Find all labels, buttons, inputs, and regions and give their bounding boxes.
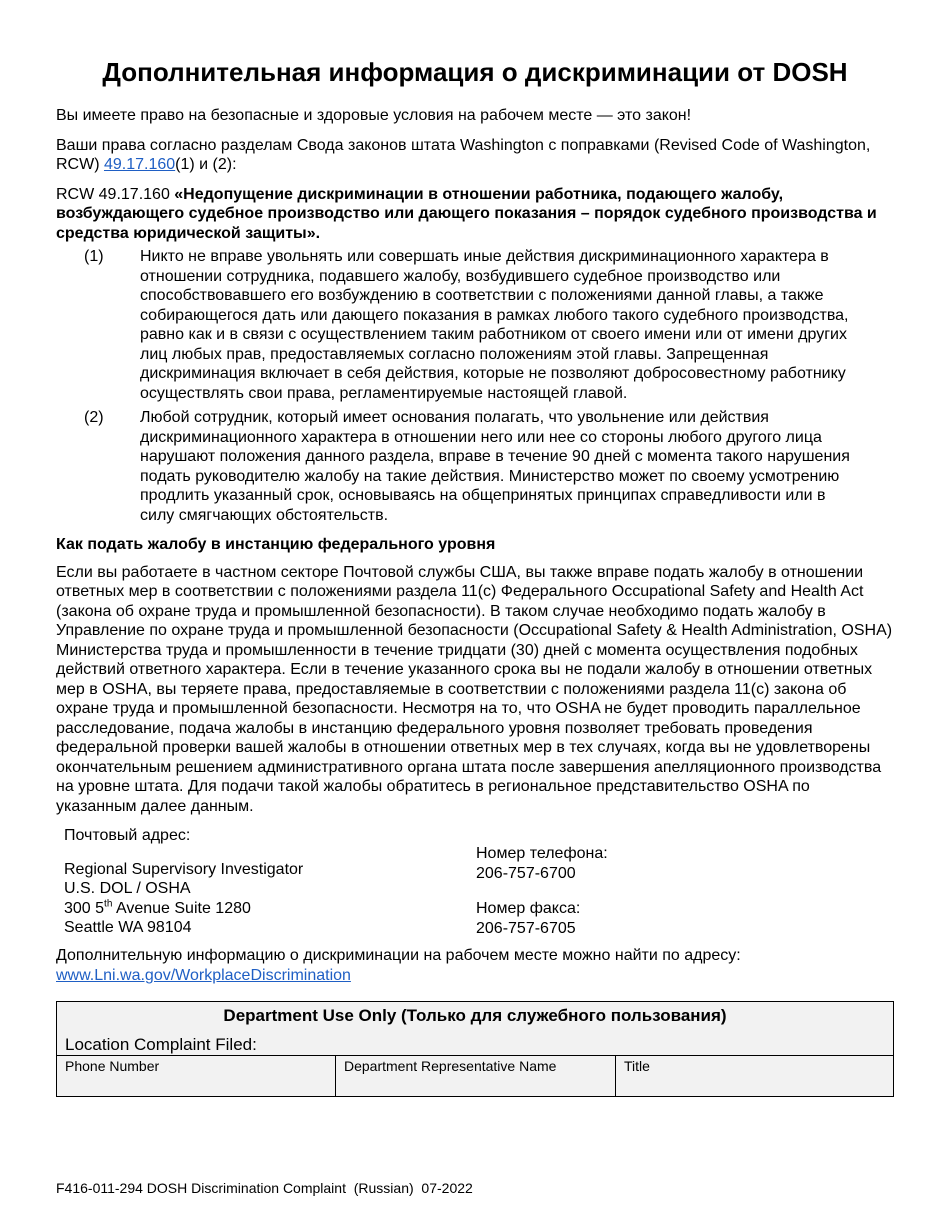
address-line: U.S. DOL / OSHA xyxy=(64,880,191,897)
list-item xyxy=(56,408,894,525)
fax-label: Номер факса: xyxy=(476,900,581,917)
phone-number: 206-757-6700 xyxy=(476,864,576,882)
form-footer-id: F416-011-294 DOSH Discrimination Complaint (Russian) 07-2022 xyxy=(56,1180,473,1196)
form-title: Department Use Only (Только для служебного пользования) xyxy=(223,1006,727,1025)
address-street: Avenue Suite 1280 xyxy=(112,899,251,917)
mail-label: Почтовый адрес: xyxy=(64,827,191,844)
list-item-number: (2) xyxy=(84,409,104,426)
rcw-title: «Недопущение дискриминации в отношении работника, подающего жалобу, возбуждающего судебное производство или дающего показания – порядок судебного производства и средства юридической защиты». xyxy=(56,185,877,242)
address-line: Regional Supervisory Investigator xyxy=(64,860,304,878)
list-item-text: Любой сотрудник, который имеет основания полагать, что увольнение или действия дискриминационного характера в отношении него или нее со стороны любого другого лица нарушают положения данного раздела, вправе в течение 90 дней с момента такого нарушения подать руководителю жалобу на такие действия. Министерство может по своему усмотрению продлить указанный срок, основываясь на общепринятых принципах справедливости или в силу смягчающих обстоятельств. xyxy=(140,409,850,524)
address-suffix: th xyxy=(104,898,113,910)
page-title: Дополнительная информация о дискриминации от DOSH xyxy=(102,57,848,87)
list-item-number: (1) xyxy=(84,248,104,265)
location-field[interactable]: Location Complaint Filed: xyxy=(57,1027,893,1056)
fax-number: 206-757-6705 xyxy=(476,919,576,937)
federal-text: Если вы работаете в частном секторе Почтовой службы США, вы также вправе подать жалобу в отношении ответных мер в соответствии с положениями раздела 11(c) Федерального Occupational Safety and Health Act (закона об охране труда и промышленной безопасности). В таком случае необходимо подать жалобу в Управление по охране труда и промышленной безопасности (Occupational Safety & Health Administration, OSHA) Министерства труда и промышленности в течение тридцати (30) дней с момента осуществления подобных действий ответного характера. Если в течение указанного срока вы не подали жалобу в отношении ответных мер в OSHA, вы теряете права, предоставляемые в соответствии с положениями раздела 11(c) закона об охране труда и промышленной безопасности. Несмотря на то, что OSHA не будет проводить параллельное расследование, подача жалобы в инстанцию федерального уровня позволяет требовать проведения федеральной проверки вашей жалобы в отношении ответных мер в тех случаях, когда вы не удовлетворены окончательным решением административного органа штата после завершения апелляционного производства на уровне штата. Для подачи такой жалобы обратитесь в региональное представительство OSHA по указанным далее данным. xyxy=(56,563,893,815)
federal-heading: Как подать жалобу в инстанцию федерального уровня xyxy=(56,536,496,553)
phone-number-field[interactable]: Phone Number xyxy=(57,1056,336,1096)
department-use-form xyxy=(56,1001,894,1097)
address-line: Seattle WA 98104 xyxy=(64,919,192,936)
rights-paragraph xyxy=(56,136,894,175)
rcw-heading xyxy=(56,185,894,244)
rights-text: Ваши права согласно разделам Свода законов штата Washington с поправками (Revised Code of Washington, RCW) xyxy=(56,136,871,173)
phone-fax xyxy=(476,826,894,938)
rights-suffix: (1) и (2): xyxy=(175,156,237,173)
title-field[interactable]: Title xyxy=(624,1058,650,1074)
more-info-link[interactable]: www.Lni.wa.gov/WorkplaceDiscrimination xyxy=(56,966,351,984)
rcw-link[interactable]: 49.17.160 xyxy=(103,156,176,173)
form-row xyxy=(57,1056,893,1096)
more-info-text: Дополнительную информацию о дискриминации на рабочем месте можно найти по адресу: xyxy=(56,947,741,964)
mail-address xyxy=(56,826,476,938)
list-item xyxy=(56,247,894,403)
list-item-text: Никто не вправе увольнять или совершать иные действия дискриминационного характера в отношении сотрудника, подавшего жалобу, возбудившего судебное производство или способствовавшего его возбуждению в соответствии с положениями данной главы, а также собирающегося дать или дающего показания в рамках любого такого судебного производства, равно как и в связи с осуществлением таким работником от своего имени или от имени других лиц любых прав, предоставляемых согласно положениям этой главы. Запрещенная дискриминация включает в себя действия, которые не позволяют добросовестному работнику осуществлять свои права, регламентируемые настоящей главой. xyxy=(140,248,849,402)
document-page xyxy=(56,52,894,1097)
address-street-number: 300 5 xyxy=(64,899,105,917)
rcw-prefix: RCW 49.17.160 xyxy=(56,185,175,203)
contact-block xyxy=(56,826,894,938)
representative-name-field[interactable]: Department Representative Name xyxy=(336,1056,616,1096)
address-line xyxy=(64,899,476,919)
intro-text: Вы имеете право на безопасные и здоровые условия на рабочем месте — это закон! xyxy=(56,107,692,124)
phone-label: Номер телефона: xyxy=(476,845,608,862)
